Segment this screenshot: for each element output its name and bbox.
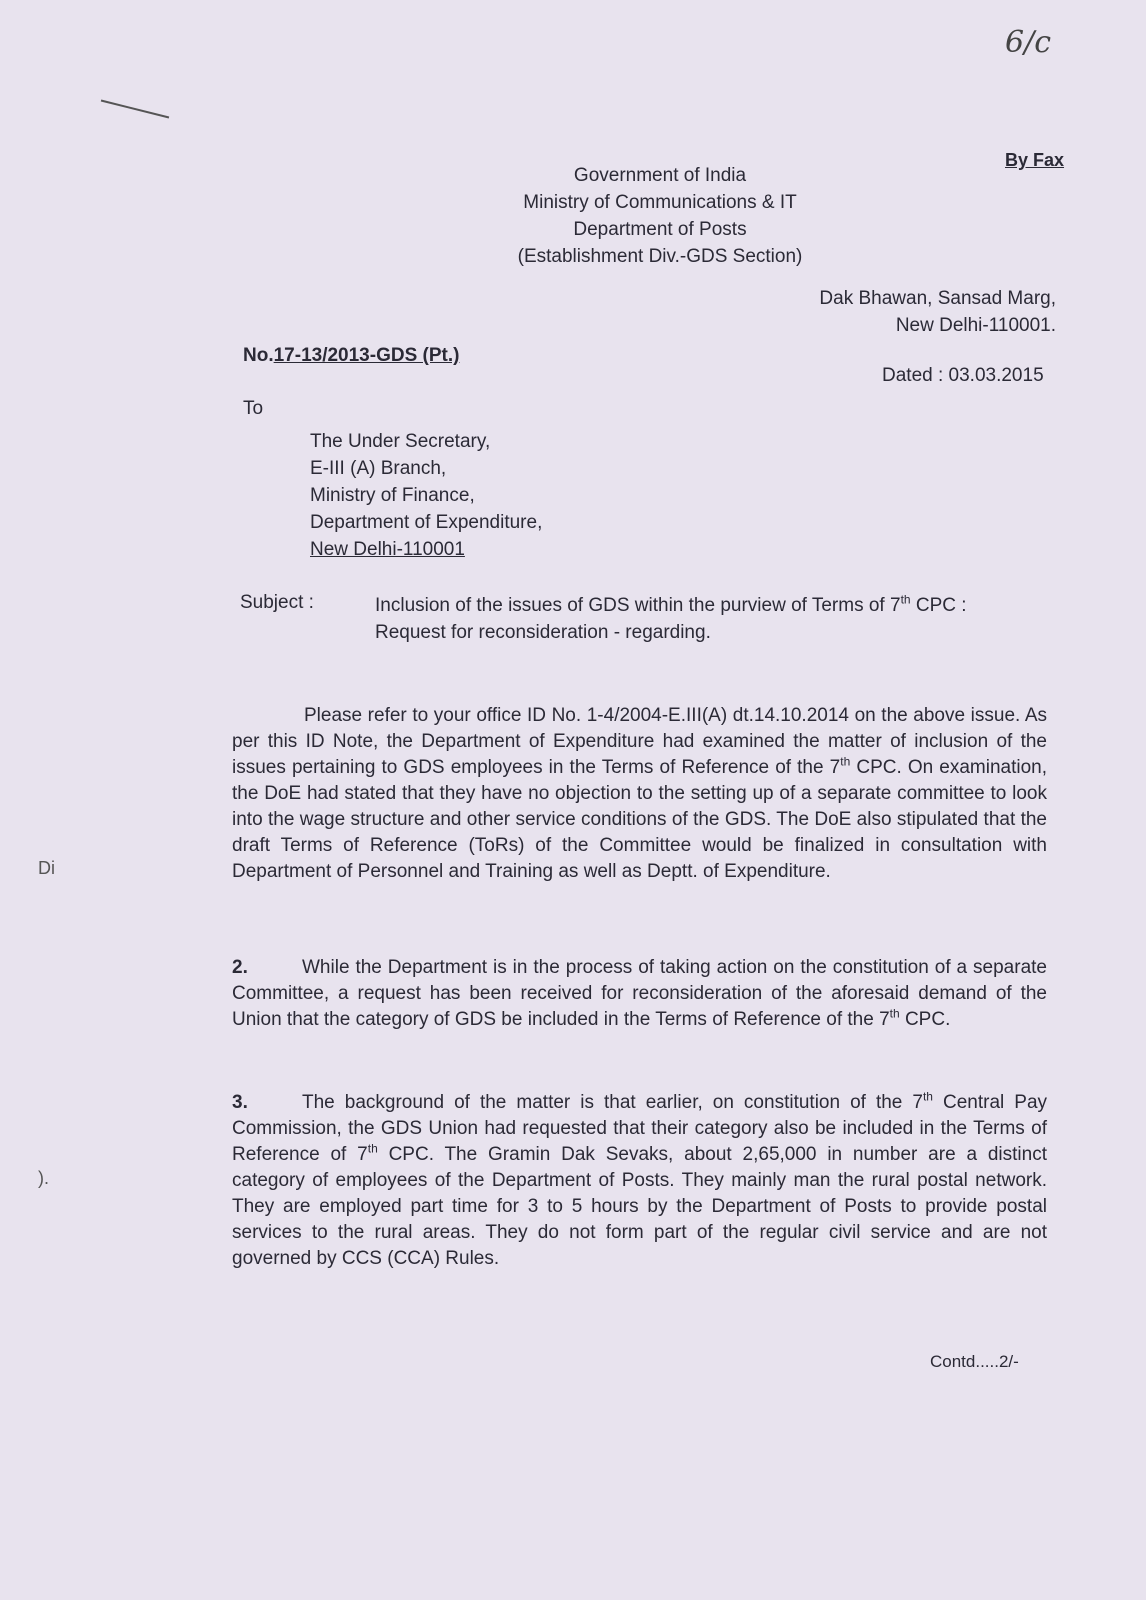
date: Dated : 03.03.2015 [882, 365, 1044, 386]
superscript: th [900, 592, 911, 607]
subject-text [375, 592, 1045, 646]
margin-mark: Di [38, 858, 55, 878]
para-text: Central Pay Commission, the GDS Union had requested that their category also be included in the Terms of Reference of 7 [232, 1092, 1048, 1165]
para-text: CPC. On examination, the DoE had stated that they have no objection to the setting up of a separate committee to look into the wage structure and other service conditions of the GDS. The DoE also stipulated that the draft Terms of Reference (ToRs) of the Committee would be finalized in consultation with Department of Personnel and Training as well as Deptt. of Expenditure. [232, 757, 1047, 882]
letterhead-line: Department of Posts [573, 219, 747, 240]
para-text: The background of the matter is that earlier, on constitution of the 7 [302, 1092, 923, 1113]
superscript: th [922, 1089, 933, 1104]
paragraph-number: 3. [232, 1092, 248, 1113]
paragraph-1 [232, 703, 1047, 885]
letterhead-line: Ministry of Communications & IT [523, 192, 797, 213]
handwritten-page-note: 6/c [1005, 25, 1051, 60]
subject-line-2: Request for reconsideration - regarding. [375, 622, 711, 643]
para-text: While the Department is in the process of taking action on the constitution of a separate Committee, a request has been received for reconsideration of the aforesaid demand of the Union that the category of GDS be included in the Terms of Reference of the 7 [232, 957, 1047, 1030]
file-number [243, 345, 459, 367]
subject-label: Subject : [240, 592, 314, 613]
paragraph-3 [232, 1090, 1047, 1272]
superscript: th [889, 1006, 900, 1021]
letterhead-line: Government of India [573, 165, 747, 186]
letterhead [480, 162, 840, 270]
para-text: CPC. [899, 1009, 951, 1030]
paragraph-2 [232, 955, 1047, 1033]
recipient-line: New Delhi-110001 [310, 539, 465, 560]
superscript: th [840, 754, 851, 769]
recipient-line: The Under Secretary, [310, 431, 491, 452]
continued-note: Contd.....2/- [930, 1352, 1019, 1371]
recipient-address [310, 428, 542, 563]
superscript: th [367, 1141, 378, 1156]
address-line: New Delhi-110001. [895, 315, 1056, 336]
file-number-value: 17-13/2013-GDS (Pt.) [273, 345, 460, 366]
para-text: Please refer to your office ID No. 1-4/2004-E.III(A) dt.14.10.2014 on the above issue. As per this ID Note, the Department of Expenditure had examined the matter of inclusion of the issues pertaining to GDS employees in the Terms of Reference of the 7 [232, 705, 1047, 778]
para-text: CPC. The Gramin Dak Sevaks, about 2,65,000 in number are a distinct category of employees of the Department of Posts. They mainly man the rural postal network. They are employed part time for 3 to 5 hours by the Department of Posts to provide postal services to the rural areas. They do not form part of the regular civil service and are not governed by CCS (CCA) Rules. [232, 1144, 1047, 1269]
file-number-prefix: No. [243, 345, 274, 366]
margin-mark: ). [38, 1168, 49, 1188]
subject-text-b: CPC : [910, 595, 967, 616]
recipient-line: E-III (A) Branch, [310, 458, 447, 479]
letterhead-line: (Establishment Div.-GDS Section) [517, 246, 803, 267]
address-line: Dak Bhawan, Sansad Marg, [819, 288, 1056, 309]
to-label: To [243, 398, 264, 419]
recipient-line: Ministry of Finance, [310, 485, 475, 506]
subject-text-a: Inclusion of the issues of GDS within the purview of Terms of 7 [375, 595, 901, 616]
pen-mark [101, 100, 169, 119]
recipient-line: Department of Expenditure, [310, 512, 543, 533]
by-fax-label: By Fax [1005, 150, 1065, 170]
paragraph-number: 2. [232, 957, 248, 978]
sender-address [819, 285, 1056, 339]
